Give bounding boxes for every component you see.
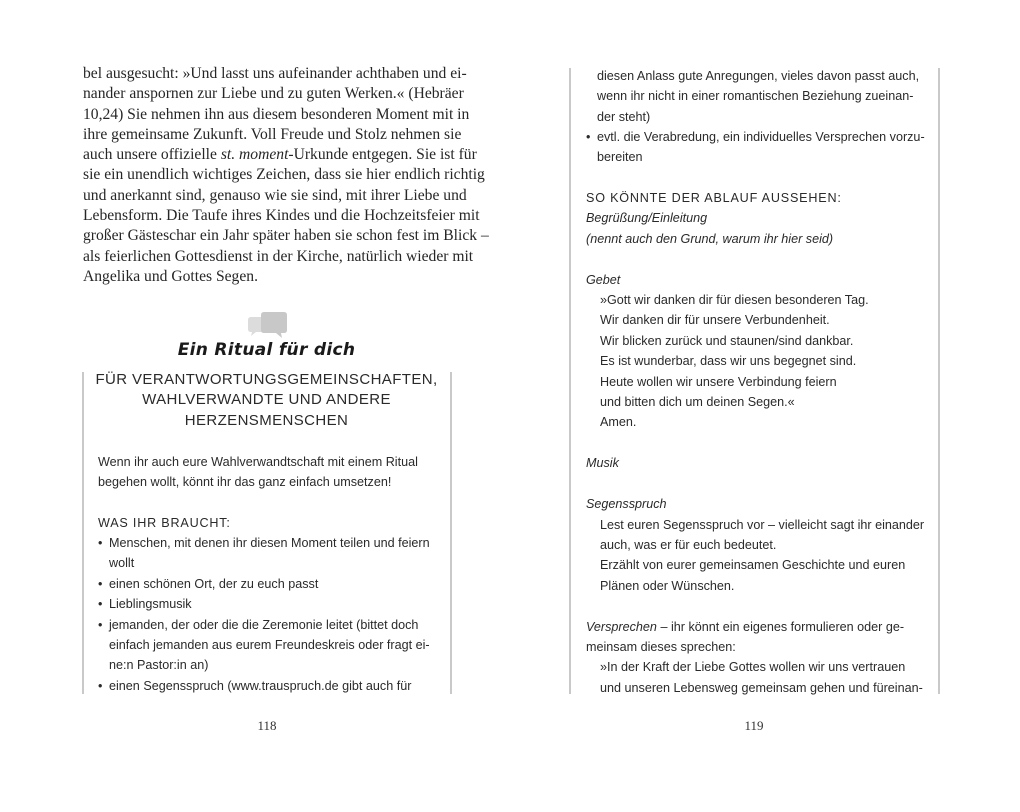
- blessing-line: Lest euren Segensspruch vor – vielleicht sagt ihr einander: [600, 517, 925, 532]
- intro-line: großer Gästeschar ein Jahr später haben sie schon fest im Blick –: [83, 227, 489, 245]
- prayer-line: Amen.: [600, 415, 637, 430]
- sequence-section: [586, 188, 932, 698]
- intro-line: und anerkannt sind, genauso wie sie sind, mit ihrer Liebe und: [83, 186, 467, 204]
- box-heading: [90, 370, 443, 431]
- prayer-label: Gebet: [586, 272, 621, 287]
- box-heading-line: WAHLVERWANDTE UND ANDERE: [142, 391, 391, 409]
- box-intro: [98, 452, 443, 493]
- prayer-line: Wir danken dir für unsere Verbundenheit.: [600, 313, 830, 328]
- continued-list-item: diesen Anlass gute Anregungen, vieles davon passt auch, wenn ihr nicht in einer romantischen Beziehung zueinan- der steht): [597, 69, 920, 124]
- prayer-line: Wir blicken zurück und staunen/sind dankbar.: [600, 333, 854, 348]
- blessing-line: auch, was er für euch bedeutet.: [600, 537, 777, 552]
- promise-text-line: und unseren Lebensweg gemeinsam gehen und füreinan-: [600, 680, 923, 695]
- promise-rest: – ihr könnt ein eigenes formulieren oder ge-: [656, 619, 905, 634]
- box-border-left: [82, 372, 84, 694]
- list-item: • jemanden, der oder die die Zeremonie leitet (bittet doch einfach jemanden aus eurem Freundeskreis oder fragt ei- ne:n Pastor:in an): [98, 615, 443, 676]
- list-item: • einen Segensspruch (www.trauspruch.de gibt auch für: [98, 676, 443, 696]
- page-number: 119: [744, 718, 764, 733]
- welcome-note: (nennt auch den Grund, warum ihr hier seid): [586, 231, 834, 246]
- music-label: Musik: [586, 456, 619, 471]
- promise-line-2: meinsam dieses sprechen:: [586, 639, 736, 654]
- blessing-label: Segensspruch: [586, 497, 667, 512]
- speech-bubbles-icon: [244, 312, 290, 340]
- list-item: • evtl. die Verabredung, ein individuelles Versprechen vorzu- bereiten: [586, 127, 932, 168]
- prayer-line: Heute wollen wir unsere Verbindung feiern: [600, 374, 837, 389]
- intro-line: als feierlichen Gottesdienst in der Kirche, natürlich wieder mit: [83, 247, 474, 265]
- box-border-right: [450, 372, 452, 694]
- prayer-line: »Gott wir danken dir für diesen besonderen Tag.: [600, 293, 869, 308]
- intro-line: nander anspornen zur Liebe und zu guten Werken.« (Hebräer: [83, 85, 464, 103]
- needs-list-continued: [586, 127, 932, 168]
- promise-text-line: »In der Kraft der Liebe Gottes wollen wir uns vertrauen: [600, 660, 906, 675]
- page-number: 118: [257, 718, 277, 733]
- needs-list: [98, 533, 443, 696]
- box-border-right: [938, 68, 940, 694]
- intro-line-end: -Urkunde entgegen. Sie ist für: [288, 146, 477, 164]
- blessing-line: Plänen oder Wünschen.: [600, 578, 735, 593]
- prayer-line: Es ist wunderbar, dass wir uns begegnet sind.: [600, 354, 857, 369]
- ritual-title: Ein Ritual für dich: [177, 340, 356, 360]
- intro-line: sie ein unendlich wichtiges Zeichen, dass sie hier endlich richtig: [83, 166, 485, 184]
- intro-line: bel ausgesucht: »Und lasst uns aufeinander achthaben und ei-: [83, 65, 467, 82]
- intro-line: Lebensform. Die Taufe ihres Kindes und die Hochzeitsfeier mit: [83, 207, 480, 225]
- certificate-name: st. moment: [220, 146, 289, 164]
- prayer-line: und bitten dich um deinen Segen.«: [600, 395, 795, 410]
- right-page: [510, 0, 1020, 812]
- intro-line: Angelika und Gottes Segen.: [83, 267, 258, 285]
- intro-line: ihre gemeinsame Zukunft. Voll Freude und Stolz nehmen sie: [83, 125, 462, 143]
- intro-paragraph: [83, 64, 489, 287]
- box-intro-line: begehen wollt, könnt ihr das ganz einfach umsetzen!: [98, 475, 392, 490]
- blessing-line: Erzählt von eurer gemeinsamen Geschichte und euren: [600, 558, 906, 573]
- welcome-label: Begrüßung/Einleitung: [586, 211, 708, 226]
- list-item: • Menschen, mit denen ihr diesen Moment teilen und feiern wollt: [98, 533, 443, 574]
- box-heading-line: FÜR VERANTWORTUNGSGEMEINSCHAFTEN,: [95, 371, 438, 388]
- sequence-heading: SO KÖNNTE DER ABLAUF AUSSEHEN:: [586, 191, 842, 205]
- list-item: • Lieblingsmusik: [98, 594, 443, 614]
- box-intro-line: Wenn ihr auch eure Wahlverwandtschaft mit einem Ritual: [98, 455, 418, 469]
- list-item: • einen schönen Ort, der zu euch passt: [98, 574, 443, 594]
- intro-line: [83, 145, 477, 165]
- box-border-left: [569, 68, 571, 694]
- box-heading-line: HERZENSMENSCHEN: [184, 411, 349, 429]
- promise-label: Versprechen: [586, 619, 657, 634]
- intro-line: 10,24) Sie nehmen ihn aus diesem besonderen Moment mit in: [83, 105, 470, 123]
- intro-line-start: auch unsere offizielle: [83, 146, 221, 164]
- promise-line: [586, 617, 932, 637]
- needs-heading: WAS IHR BRAUCHT:: [98, 516, 231, 530]
